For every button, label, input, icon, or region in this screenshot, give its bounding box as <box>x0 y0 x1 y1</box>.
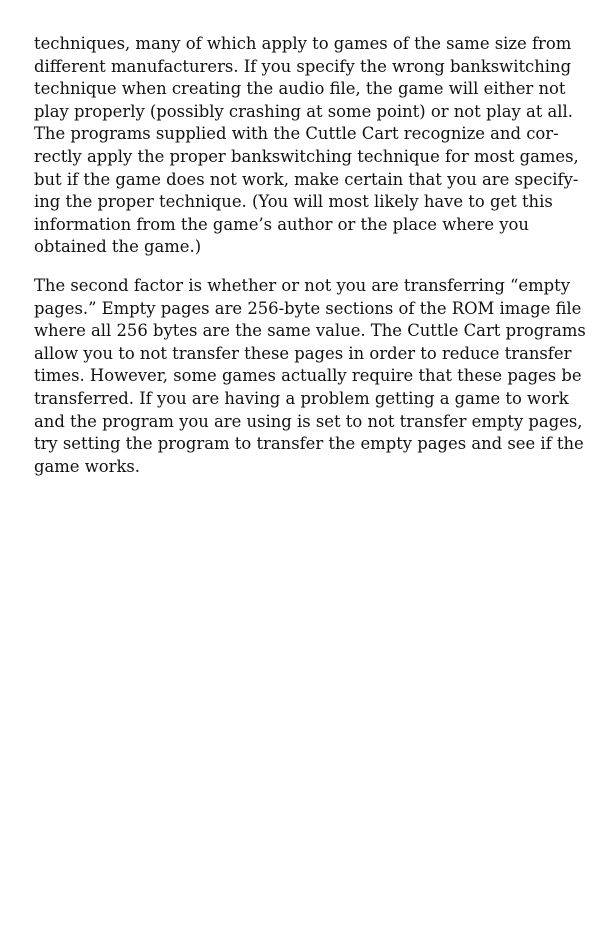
text-line: transferred. If you are having a problem getting a game to work <box>34 388 569 408</box>
text-line: information from the game’s author or the place where you <box>34 214 529 234</box>
text-line: and the program you are using is set to not transfer empty pages, <box>34 411 583 431</box>
text-line: game works. <box>34 456 141 476</box>
paragraph-empty-pages <box>34 275 586 478</box>
text-line: ing the proper technique. (You will most likely have to get this <box>34 192 553 212</box>
text-line: rectly apply the proper bankswitching technique for most games, <box>34 146 579 166</box>
text-line: play properly (possibly crashing at some point) or not play at all. <box>34 101 573 121</box>
text-line: techniques, many of which apply to games of the same size from <box>34 34 572 53</box>
text-line: try setting the program to transfer the empty pages and see if the <box>34 434 584 454</box>
text-line: different manufacturers. If you specify the wrong bankswitching <box>34 56 572 76</box>
text-line: times. However, some games actually require that these pages be <box>34 366 582 386</box>
text-line: The second factor is whether or not you are transferring “empty <box>34 276 570 295</box>
text-line: technique when creating the audio file, the game will either not <box>34 79 566 99</box>
text-line: The programs supplied with the Cuttle Cart recognize and cor- <box>34 124 559 144</box>
text-line: obtained the game.) <box>34 237 202 257</box>
text-line: where all 256 bytes are the same value. The Cuttle Cart programs <box>34 321 586 341</box>
text-line: pages.” Empty pages are 256-byte sections of the ROM image file <box>34 298 582 318</box>
text-line: allow you to not transfer these pages in order to reduce transfer <box>34 343 572 363</box>
paragraph-bankswitching <box>34 33 579 259</box>
text-line: but if the game does not work, make certain that you are specify- <box>34 169 579 189</box>
